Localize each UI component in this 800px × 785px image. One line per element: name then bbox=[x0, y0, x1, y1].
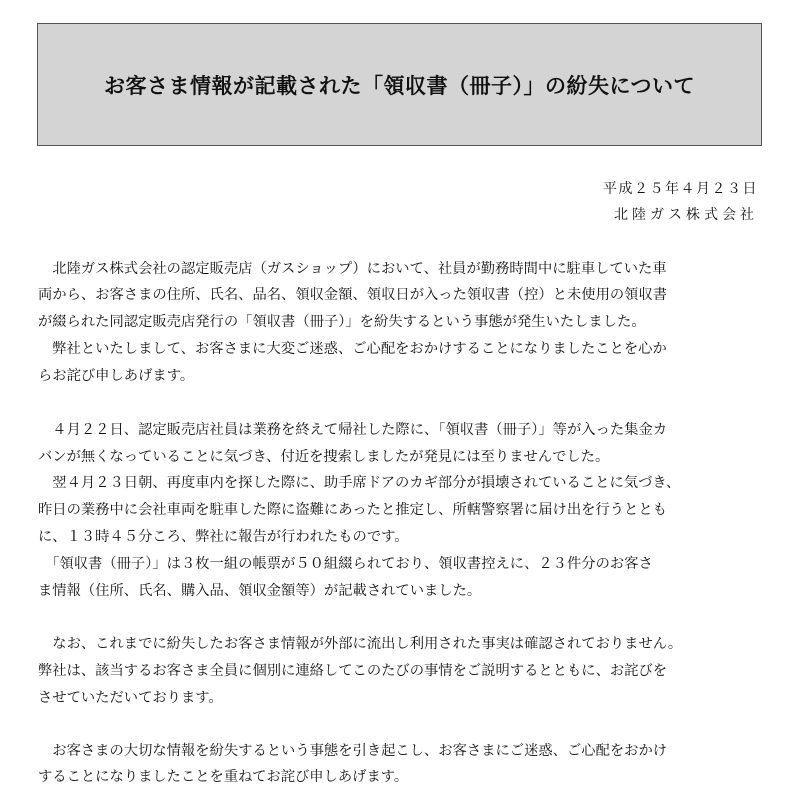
body-line: 北陸ガス株式会社の認定販売店（ガスショップ）において、社員が勤務時間中に駐車していた車 bbox=[38, 261, 667, 277]
body-line: 「領収書（冊子）」は３枚一組の帳票が５０組綴られており、領収書控えに、２３件分のお客さ bbox=[38, 556, 653, 572]
body-line: が綴られた同認定販売店発行の「領収書（冊子）」を紛失するという事態が発生いたしました。 bbox=[38, 314, 646, 330]
body-line: に、１３時４５分ころ、弊社に報告が行われたものです。 bbox=[38, 529, 409, 545]
document-date: 平成２５年４月２３日 bbox=[603, 181, 758, 197]
body-line: することになりましたことを重ねてお詫び申しあげます。 bbox=[38, 769, 409, 785]
body-line: バンが無くなっていることに気づき、付近を捜索しましたが発見には至りませんでした。 bbox=[38, 449, 610, 465]
body-line: ４月２２日、認定販売店社員は業務を終えて帰社した際に、「領収書（冊子）」等が入った集金カ bbox=[38, 422, 668, 438]
body-line: なお、これまでに紛失したお客さま情報が外部に流出し利用された事実は確認されておりません。 bbox=[38, 636, 683, 652]
organization-name: 北陸ガス株式会社 bbox=[614, 207, 758, 223]
body-line: 翌４月２３日朝、再度車内を探した際に、助手席ドアのカギ部分が損壊されていることに気づき、 bbox=[38, 475, 681, 491]
body-line: ま情報（住所、氏名、購入品、領収金額等）が記載されていました。 bbox=[38, 583, 482, 599]
body-line: 弊社は、該当するお客さま全員に個別に連絡してこのたびの事情をご説明するとともに、お詫びを bbox=[38, 663, 668, 679]
body-line: 弊社といたしまして、お客さまに大変ご迷惑、ご心配をおかけすることになりましたことを心か bbox=[38, 341, 667, 357]
body-line: 両から、お客さまの住所、氏名、品名、領収金額、領収日が入った領収書（控）と未使用の領収書 bbox=[38, 287, 668, 303]
body-line: らお詫び申しあげます。 bbox=[38, 368, 195, 384]
body-line: させていただいております。 bbox=[38, 690, 223, 706]
document-title: お客さま情報が記載された「領収書（冊子）」の紛失について bbox=[103, 73, 696, 98]
body-line: 昨日の業務中に会社車両を駐車した際に盗難にあったと推定し、所轄警察署に届け出を行うととも bbox=[38, 502, 667, 518]
body-line: お客さまの大切な情報を紛失するという事態を引き起こし、お客さまにご迷惑、ご心配をおかけ bbox=[38, 743, 668, 759]
title-box bbox=[37, 23, 762, 146]
